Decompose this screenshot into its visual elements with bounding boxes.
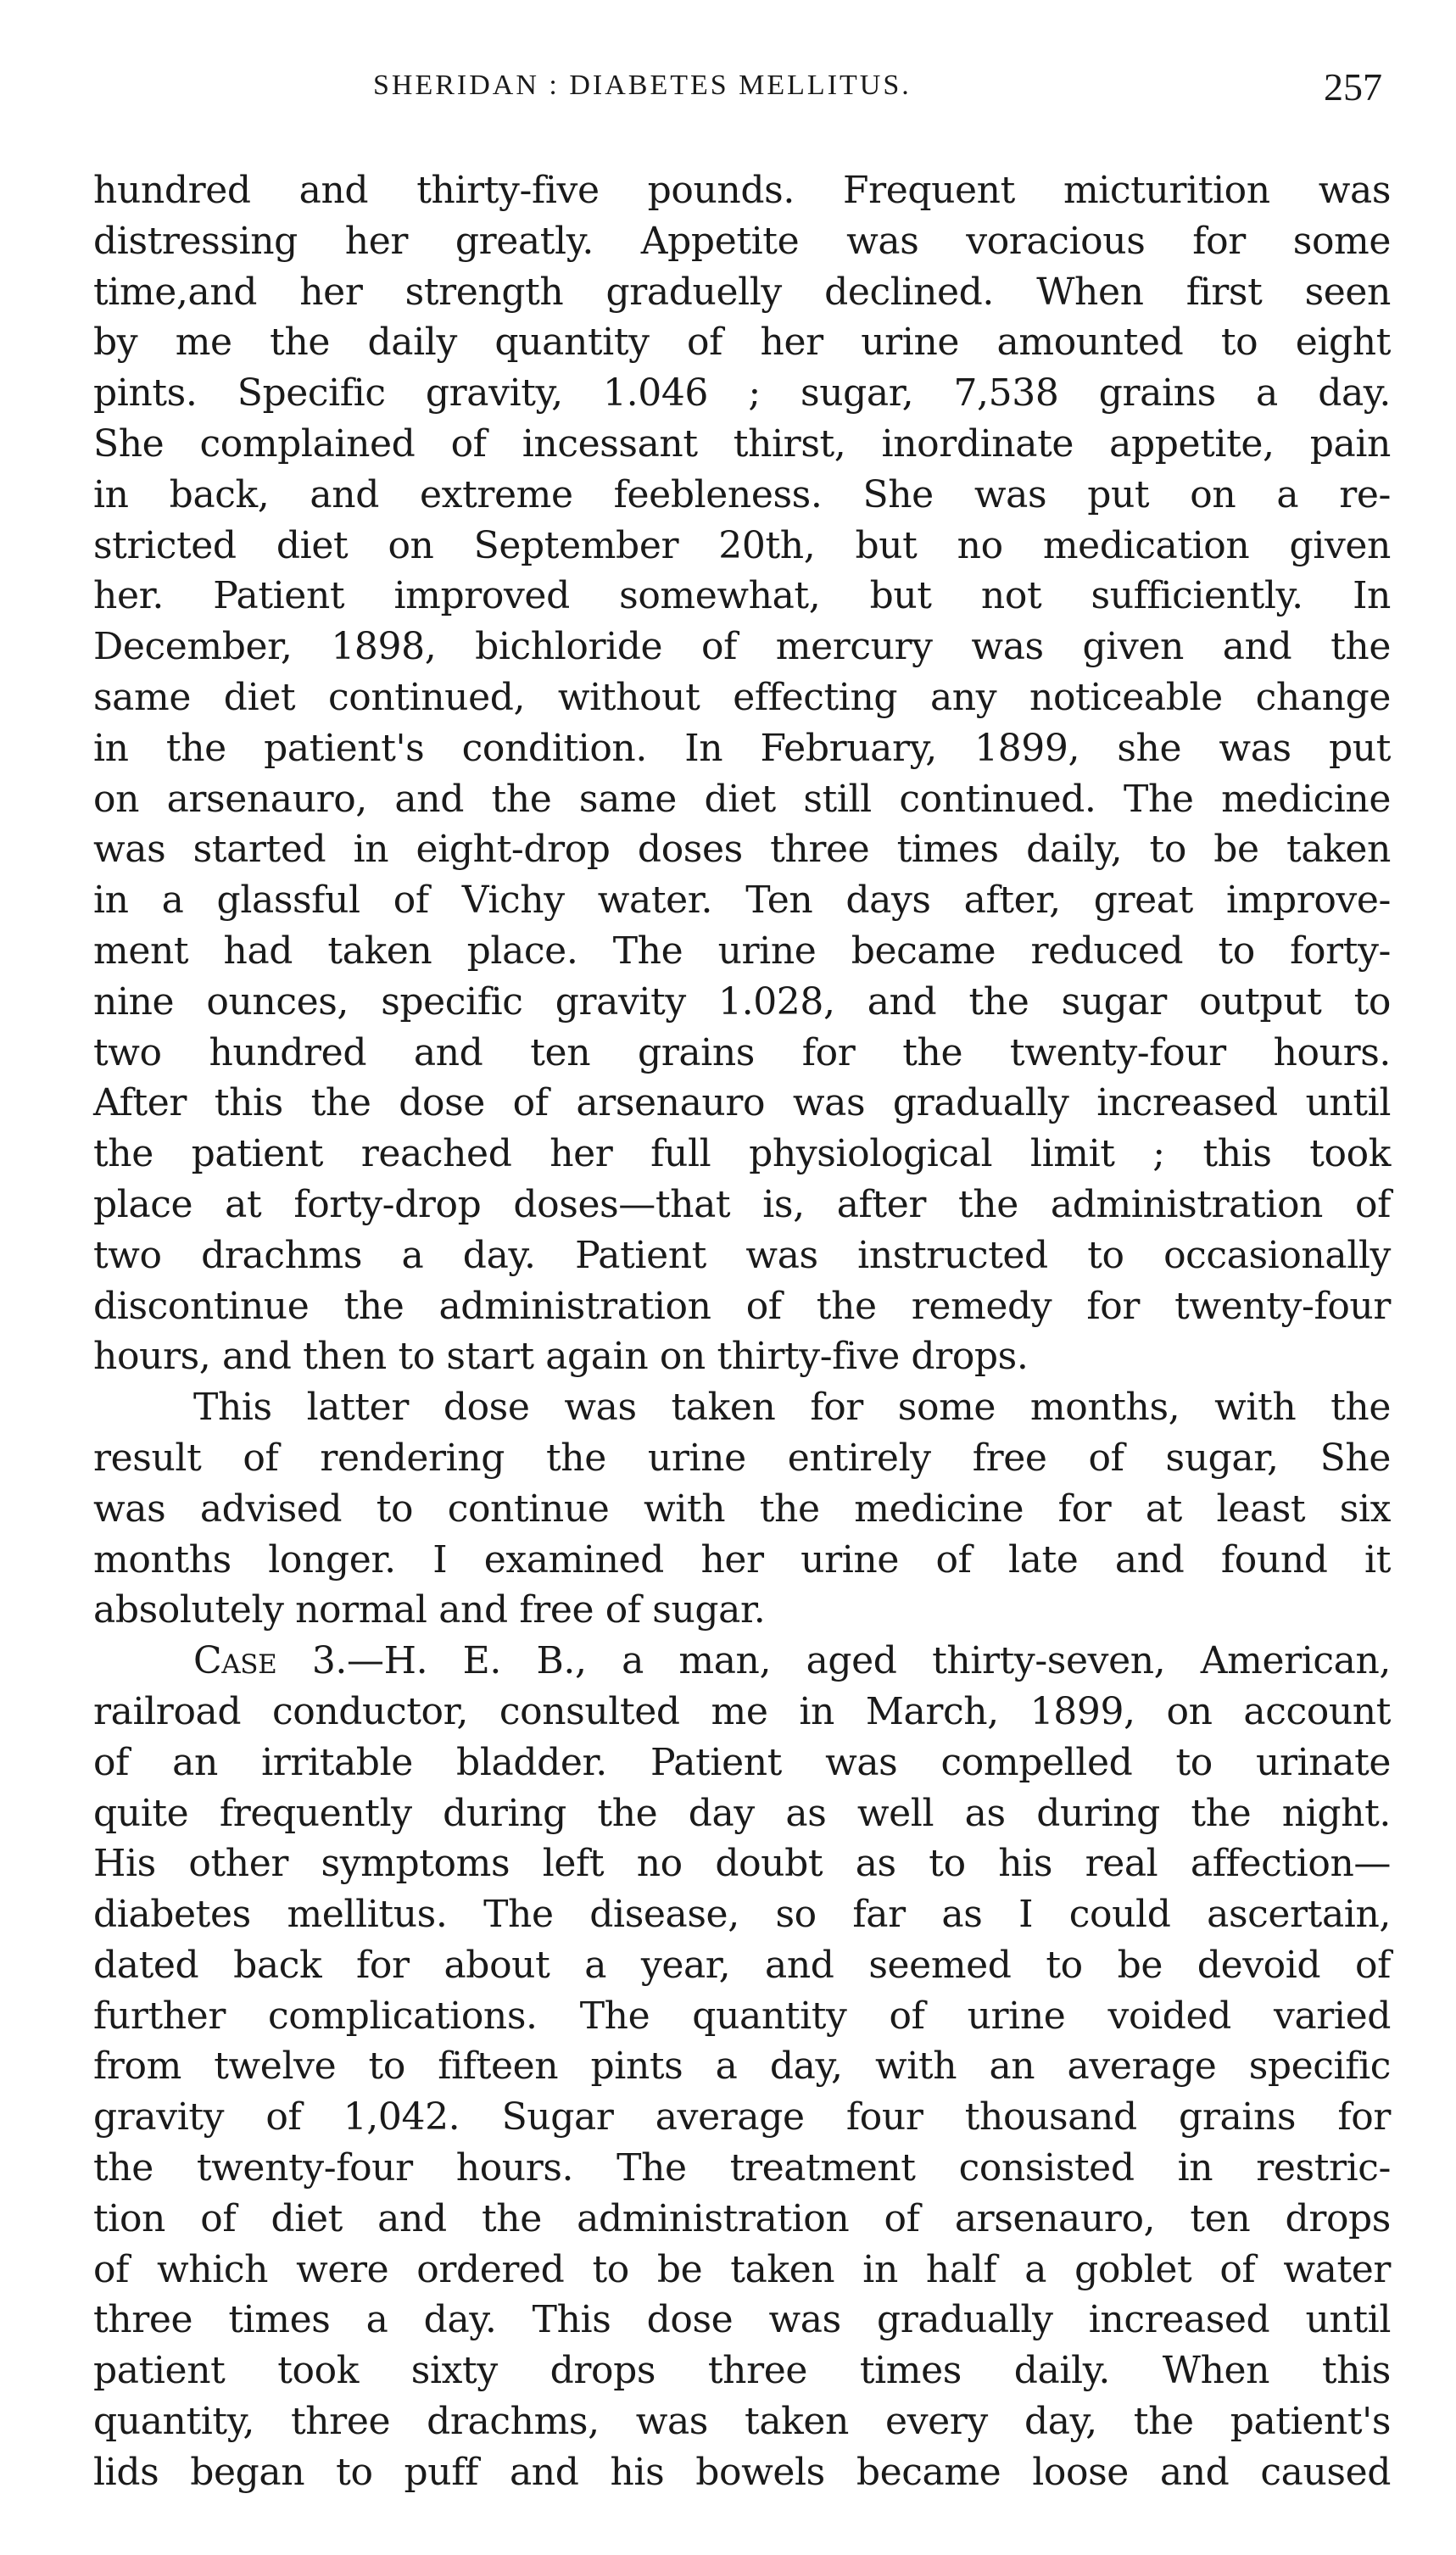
text-line: was advised to continue with the medicine for at least six xyxy=(93,1487,1391,1531)
text-line: After this the dose of arsenauro was gradually increased until xyxy=(93,1081,1391,1125)
text-line: two drachms a day. Patient was instructed to occasionally xyxy=(93,1233,1391,1277)
text-line: on arsenauro, and the same diet still continued. The medicine xyxy=(93,777,1391,821)
text-line: time,and her strength graduelly declined. When first seen xyxy=(93,270,1391,314)
body-text xyxy=(93,165,1391,2498)
text-line: quantity, three drachms, was taken every day, the patient's xyxy=(93,2400,1391,2444)
text-line: result of rendering the urine entirely free of sugar, She xyxy=(93,1436,1391,1480)
text-line: of which were ordered to be taken in half a goblet of water xyxy=(93,2247,1391,2291)
text-line: discontinue the administration of the remedy for twenty-four xyxy=(93,1284,1391,1328)
text-line: gravity of 1,042. Sugar average four thousand grains for xyxy=(93,2095,1391,2139)
text-line: hundred and thirty-five pounds. Frequent micturition was xyxy=(93,169,1391,212)
text-line: pints. Specific gravity, 1.046 ; sugar, 7,538 grains a day. xyxy=(93,371,1391,416)
text-line: patient took sixty drops three times daily. When this xyxy=(93,2349,1391,2393)
text-line: place at forty-drop doses—that is, after the administration of xyxy=(93,1182,1391,1226)
text-line: ment had taken place. The urine became reduced to forty- xyxy=(93,929,1391,973)
case-heading-line xyxy=(93,1636,1391,1687)
text-line: further complications. The quantity of urine voided varied xyxy=(93,1994,1391,2038)
text-line: of an irritable bladder. Patient was compelled to urinate xyxy=(93,1740,1391,1784)
text-line: diabetes mellitus. The disease, so far as I could ascertain, xyxy=(93,1893,1391,1937)
text-line: the patient reached her full physiological limit ; this took xyxy=(93,1132,1391,1176)
text-line: hours, and then to start again on thirty-five drops. xyxy=(93,1335,1029,1379)
text-line: nine ounces, specific gravity 1.028, and the sugar output to xyxy=(93,979,1391,1024)
text-line: His other symptoms left no doubt as to his real affection— xyxy=(93,1842,1391,1886)
text-line: from twelve to fifteen pints a day, with an average specific xyxy=(93,2045,1391,2089)
case-label: Case 3. xyxy=(193,1639,347,1683)
text-line: tion of diet and the administration of arsenauro, ten drops xyxy=(93,2196,1391,2240)
text-line: distressing her greatly. Appetite was voracious for some xyxy=(93,219,1391,263)
text-line: the twenty-four hours. The treatment consisted in restric- xyxy=(93,2146,1391,2190)
text-line: was started in eight-drop doses three times daily, to be taken xyxy=(93,828,1391,872)
text-line: by me the daily quantity of her urine amounted to eight xyxy=(93,321,1391,365)
running-head xyxy=(93,65,1399,120)
page-number: 257 xyxy=(1324,65,1382,109)
text-line: in the patient's condition. In February, 1899, she was put xyxy=(93,726,1391,770)
text-line: three times a day. This dose was gradually increased until xyxy=(93,2298,1391,2342)
text-line: dated back for about a year, and seemed to be devoid of xyxy=(93,1943,1391,1987)
text-line: two hundred and ten grains for the twenty-four hours. xyxy=(93,1030,1391,1074)
text-line: December, 1898, bichloride of mercury was given and the xyxy=(93,625,1391,669)
case-heading-text: —H. E. B., a man, aged thirty-seven, American, xyxy=(347,1639,1391,1683)
text-line: absolutely normal and free of sugar. xyxy=(93,1588,766,1632)
text-line: her. Patient improved somewhat, but not sufficiently. In xyxy=(93,574,1391,618)
text-line: railroad conductor, consulted me in March, 1899, on account xyxy=(93,1689,1391,1733)
text-line: same diet continued, without effecting any noticeable change xyxy=(93,675,1391,719)
text-line: in a glassful of Vichy water. Ten days after, great improve- xyxy=(93,879,1391,923)
running-title: SHERIDAN : DIABETES MELLITUS. xyxy=(373,70,912,101)
text-line: quite frequently during the day as well as during the night. xyxy=(93,1791,1391,1835)
text-line: lids began to puff and his bowels became loose and caused xyxy=(93,2450,1391,2494)
text-line: She complained of incessant thirst, inordinate appetite, pain xyxy=(93,421,1391,466)
text-line: months longer. I examined her urine of late and found it xyxy=(93,1537,1391,1582)
paragraph-start-line: This latter dose was taken for some months, with the xyxy=(193,1386,1391,1430)
text-line: in back, and extreme feebleness. She was put on a re- xyxy=(93,472,1391,516)
text-line: stricted diet on September 20th, but no medication given xyxy=(93,523,1391,567)
